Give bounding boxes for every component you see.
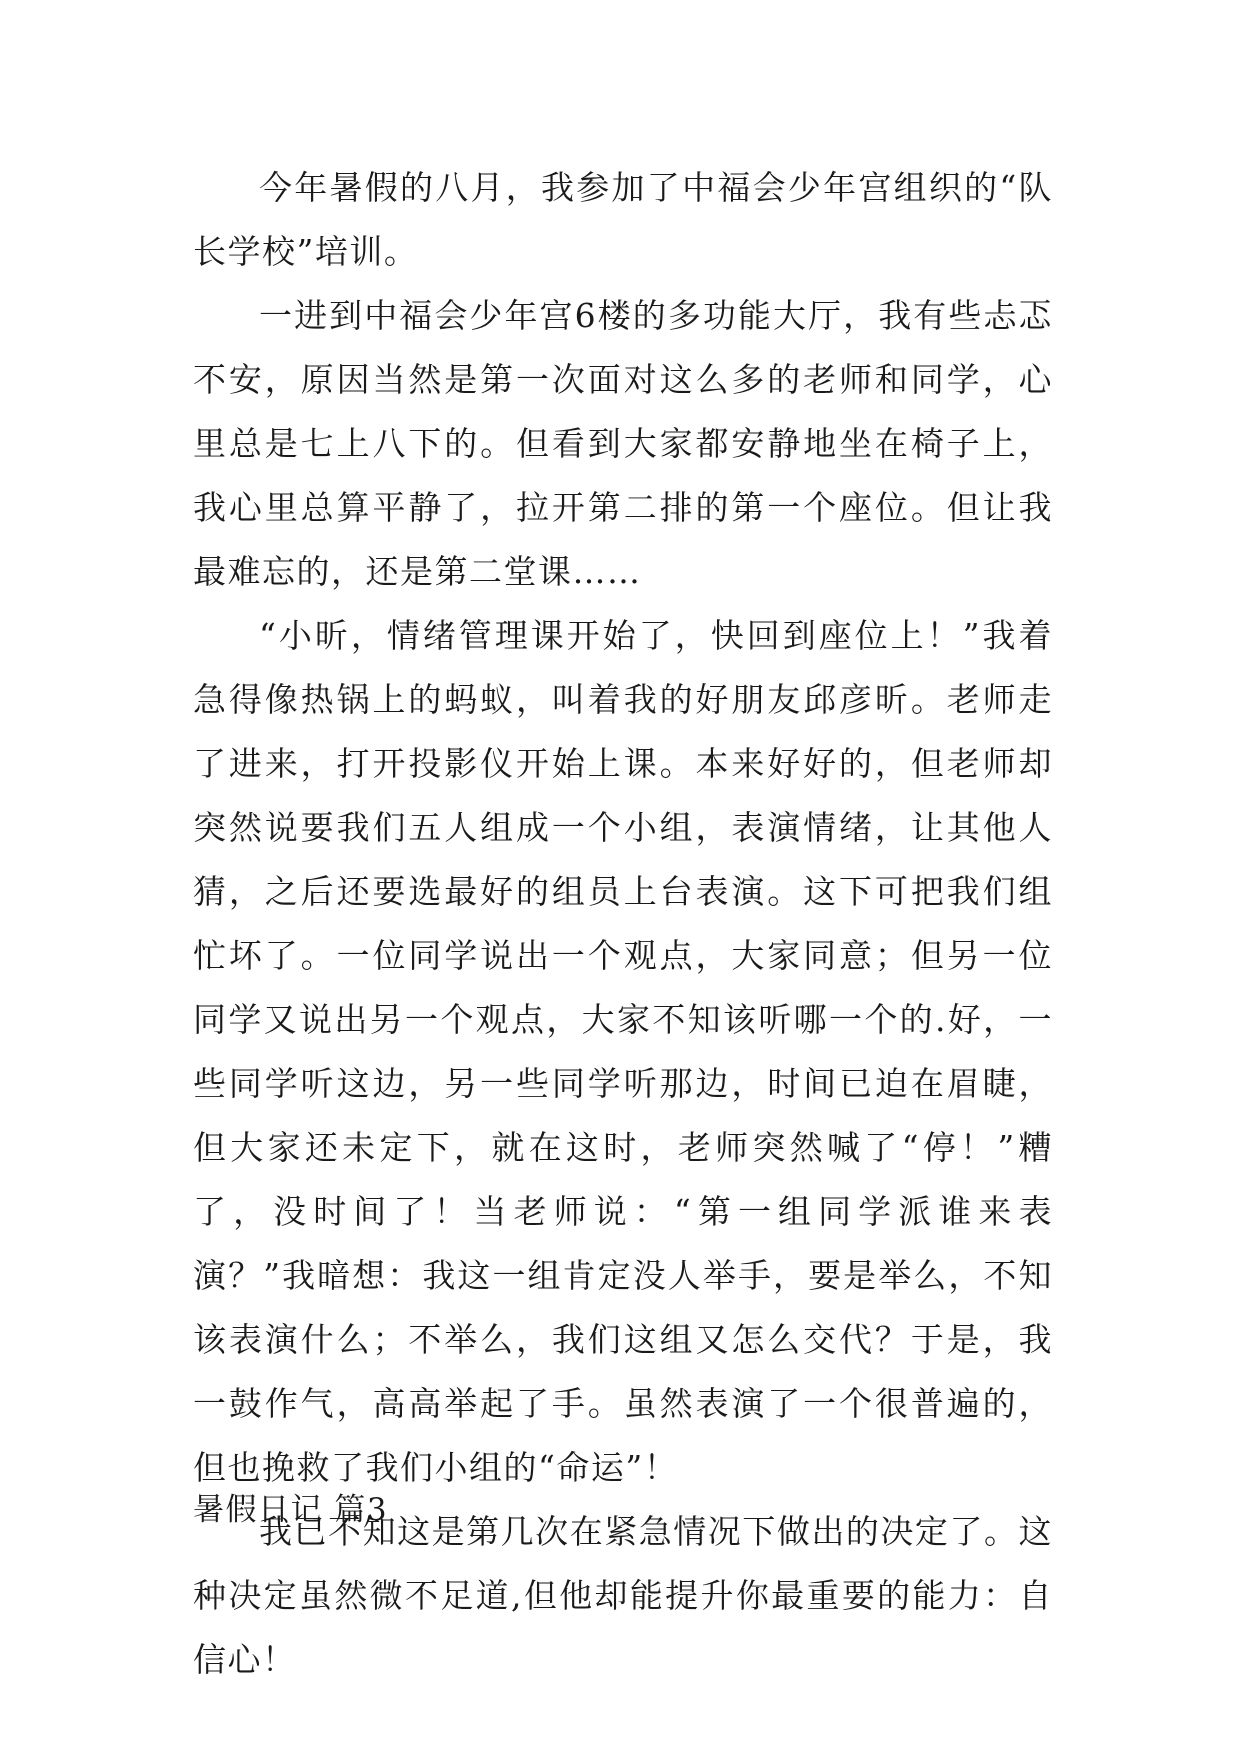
paragraph: “小昕，情绪管理课开始了，快回到座位上！”我着急得像热锅上的蚂蚁，叫着我的好朋友邱彦昕。老师走了进来，打开投影仪开始上课。本来好好的，但老师却突然说要我们五人组成一个小组，表演情绪，让其他人猜，之后还要选最好的组员上台表演。这下可把我们组忙坏了。一位同学说出一个观点，大家同意；但另一位同学又说出另一个观点，大家不知该听哪一个的.好，一些同学听这边，另一些同学听那边，时间已迫在眉睫，但大家还未定下，就在这时，老师突然喊了“停！”糟了，没时间了！当老师说：“第一组同学派谁来表演？”我暗想：我这一组肯定没人举手，要是举么，不知该表演什么；不举么，我们这组又怎么交代？于是，我一鼓作气，高高举起了手。虽然表演了一个很普遍的，但也挽救了我们小组的“命运”！ [193,616,1053,1487]
paragraph: 我已不知这是第几次在紧急情况下做出的决定了。这种决定虽然微不足道,但他却能提升你最重要的能力：自信心！ [193,1512,1053,1679]
paragraph: 一进到中福会少年宫6楼的多功能大厅，我有些忐忑不安，原因当然是第一次面对这么多的老师和同学，心里总是七上八下的。但看到大家都安静地坐在椅子上，我心里总算平静了，拉开第二排的第一个座位。但让我最难忘的，还是第二堂课…… [193,296,1053,591]
paragraph: 今年暑假的八月，我参加了中福会少年宫组织的“队长学校”培训。 [193,168,1053,271]
document-body [193,156,1053,1692]
section-heading: 暑假日记 篇3 [193,1492,389,1528]
